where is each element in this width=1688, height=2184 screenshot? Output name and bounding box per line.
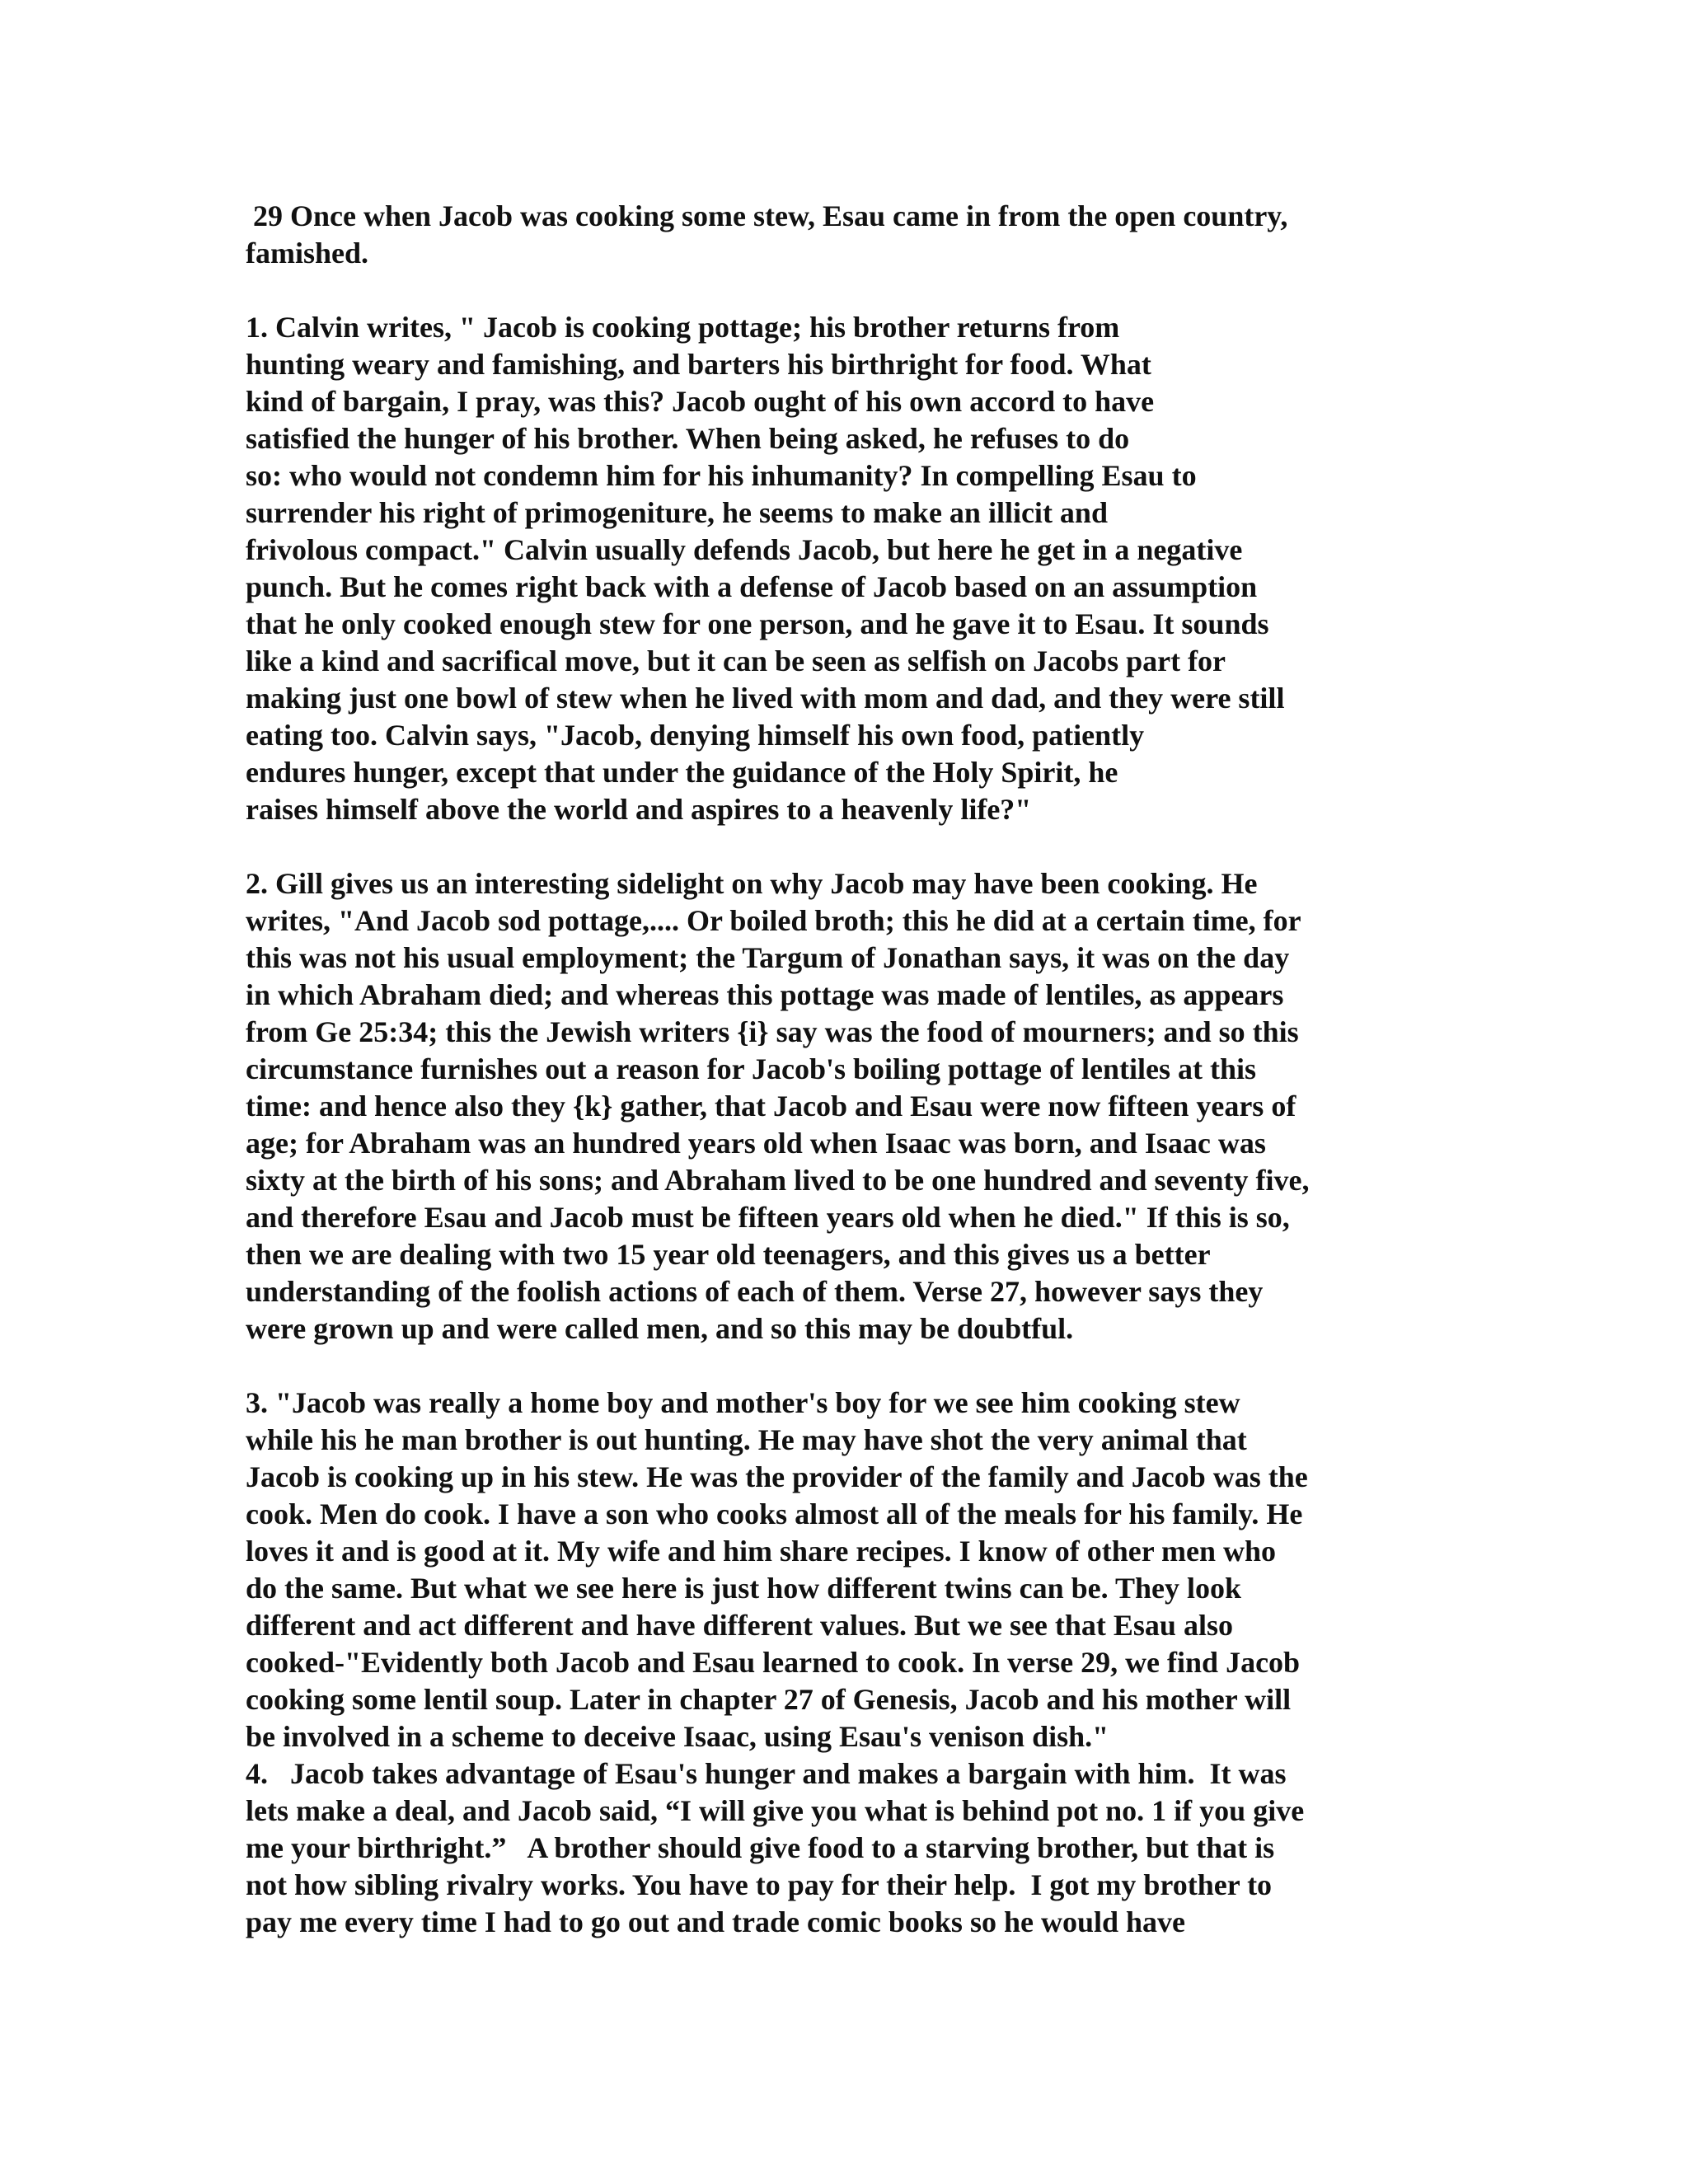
text-line: frivolous compact." Calvin usually defends Jacob, but here he get in a negative	[246, 533, 1243, 566]
text-line: Jacob is cooking up in his stew. He was the provider of the family and Jacob was the	[246, 1460, 1308, 1493]
point-1-paragraph	[246, 309, 1449, 828]
text-line: pay me every time I had to go out and trade comic books so he would have	[246, 1905, 1185, 1938]
text-line: do the same. But what we see here is just how different twins can be. They look	[246, 1572, 1242, 1605]
text-line: loves it and is good at it. My wife and him share recipes. I know of other men who	[246, 1535, 1277, 1568]
paragraph-spacer	[246, 1347, 1449, 1385]
text-line: famished.	[246, 237, 369, 269]
paragraph-spacer	[246, 272, 1449, 309]
text-line: hunting weary and famishing, and barters his birthright for food. What	[246, 348, 1151, 381]
point-3-paragraph	[246, 1385, 1449, 1755]
verse-paragraph	[246, 198, 1449, 272]
text-line: me your birthright.” A brother should give food to a starving brother, but that is	[246, 1831, 1275, 1864]
text-line: eating too. Calvin says, "Jacob, denying himself his own food, patiently	[246, 719, 1145, 752]
text-line: kind of bargain, I pray, was this? Jacob ought of his own accord to have	[246, 385, 1155, 418]
text-line: surrender his right of primogeniture, he seems to make an illicit and	[246, 496, 1108, 529]
text-line: sixty at the birth of his sons; and Abraham lived to be one hundred and seventy five,	[246, 1164, 1310, 1197]
text-line: so: who would not condemn him for his inhumanity? In compelling Esau to	[246, 459, 1197, 492]
text-line: time: and hence also they {k} gather, that Jacob and Esau were now fifteen years of	[246, 1090, 1296, 1122]
text-line: 4. Jacob takes advantage of Esau's hunger and makes a bargain with him. It was	[246, 1757, 1287, 1790]
text-line: understanding of the foolish actions of each of them. Verse 27, however says they	[246, 1275, 1264, 1308]
text-line: in which Abraham died; and whereas this pottage was made of lentiles, as appears	[246, 978, 1284, 1011]
text-line: not how sibling rivalry works. You have to pay for their help. I got my brother to	[246, 1868, 1273, 1901]
text-line: this was not his usual employment; the Targum of Jonathan says, it was on the day	[246, 941, 1290, 974]
text-line: then we are dealing with two 15 year old teenagers, and this gives us a better	[246, 1238, 1211, 1271]
text-line: from Ge 25:34; this the Jewish writers {i} say was the food of mourners; and so this	[246, 1015, 1299, 1048]
text-line: cooked-"Evidently both Jacob and Esau learned to cook. In verse 29, we find Jacob	[246, 1646, 1301, 1679]
text-line: age; for Abraham was an hundred years old when Isaac was born, and Isaac was	[246, 1127, 1266, 1160]
text-line: were grown up and were called men, and so this may be doubtful.	[246, 1312, 1074, 1345]
text-line: 3. "Jacob was really a home boy and mother's boy for we see him cooking stew	[246, 1386, 1240, 1419]
text-line: punch. But he comes right back with a defense of Jacob based on an assumption	[246, 570, 1258, 603]
text-line: making just one bowl of stew when he lived with mom and dad, and they were still	[246, 682, 1285, 715]
text-line: satisfied the hunger of his brother. When being asked, he refuses to do	[246, 422, 1130, 455]
point-2-paragraph	[246, 865, 1449, 1347]
text-line: and therefore Esau and Jacob must be fifteen years old when he died." If this is so,	[246, 1201, 1290, 1234]
text-line: endures hunger, except that under the guidance of the Holy Spirit, he	[246, 756, 1118, 789]
text-line: cook. Men do cook. I have a son who cooks almost all of the meals for his family. He	[246, 1497, 1303, 1530]
text-line: 1. Calvin writes, " Jacob is cooking pottage; his brother returns from	[246, 311, 1120, 344]
text-line: cooking some lentil soup. Later in chapter 27 of Genesis, Jacob and his mother will	[246, 1683, 1292, 1716]
document-body	[246, 198, 1449, 1941]
text-line: lets make a deal, and Jacob said, “I will give you what is behind pot no. 1 if you give	[246, 1794, 1305, 1827]
text-line: 29 Once when Jacob was cooking some stew, Esau came in from the open country,	[246, 199, 1288, 232]
paragraph-spacer	[246, 828, 1449, 865]
point-4-paragraph	[246, 1755, 1449, 1941]
text-line: while his he man brother is out hunting. He may have shot the very animal that	[246, 1423, 1247, 1456]
text-line: raises himself above the world and aspires to a heavenly life?"	[246, 793, 1032, 826]
text-line: be involved in a scheme to deceive Isaac, using Esau's venison dish."	[246, 1720, 1109, 1753]
text-line: that he only cooked enough stew for one person, and he gave it to Esau. It sounds	[246, 607, 1269, 640]
text-line: circumstance furnishes out a reason for Jacob's boiling pottage of lentiles at this	[246, 1052, 1256, 1085]
text-line: different and act different and have different values. But we see that Esau also	[246, 1609, 1233, 1642]
text-line: like a kind and sacrifical move, but it can be seen as selfish on Jacobs part for	[246, 644, 1226, 677]
text-line: 2. Gill gives us an interesting sidelight on why Jacob may have been cooking. He	[246, 867, 1258, 900]
text-line: writes, "And Jacob sod pottage,.... Or boiled broth; this he did at a certain time, for	[246, 904, 1301, 937]
